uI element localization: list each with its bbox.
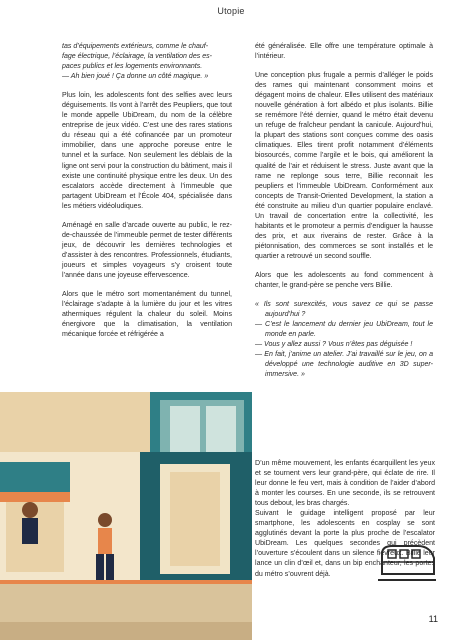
- intro-line-3: paces publics et les logements environnants.: [62, 63, 203, 71]
- paragraph-doors: Suivant le guidage intelligent proposé par leur smartphone, les adolescents en cosplay se sont agglutinés devant la porte la plus proche de l’escalator UbiDream. Les quelques secondes qui précèdent l’ouverture s’écoulent dans un silence fiévreux. Billie leur lance un clin d’œil et, dans un bip enchanteur, les portes du métro s’ouvrent déjà.: [255, 510, 435, 578]
- metro-train-icon: [376, 540, 438, 584]
- left-column: [62, 42, 232, 340]
- intro-line-2: fage électrique, l’éclairage, la ventilation des es-: [62, 53, 213, 61]
- dialog-block: [255, 300, 433, 380]
- dialog-line-1: « Ils sont surexcités, vous savez ce qui se passe aujourd’hui ?: [255, 301, 433, 319]
- paragraph-grandfather: Alors que les adolescents au fond commencent à chanter, le grand-père se penche vers Billie.: [255, 271, 433, 290]
- intro-line-4: — Ah bien joué ! Ça donne un côté magique. »: [62, 73, 209, 81]
- right-column: [255, 42, 433, 390]
- dialog-line-3: — Vous y allez aussi ? Vous n’êtes pas déguisée !: [255, 341, 413, 349]
- paragraph-tunnel: Alors que le métro sort momentanément du tunnel, l’éclairage s’adapte à la lumière du jour et les vitres athermiques régulent la chaleur du soleil. Moins énergivore que la climatisation, la ventilation mécanique forcée et réfrigérée a: [62, 291, 232, 339]
- intro-line-1: tas d’équipements extérieurs, comme le chauf-: [62, 43, 209, 50]
- paragraph-selfies: Plus loin, les adolescents font des selfies avec leurs déguisements. Ils vont à l’arrêt des Peupliers, que tout le monde appelle UbiDream, du nom de la célèbre entreprise de jeux vidéo. C’est une des rares stations du réseau qui a été cofinancée par un promoteur immobilier, dans une approche poreuse entre le tunnel et la surface. Non seulement les déblais de la ligne ont servi pour la construction du bâtiment, mais il existe une continuité physique entre les deux. Un des escalators accède directement à l’immeuble que partagent UbiDream et l’École 404, spécialisée dans les métiers vidéoludiques.: [62, 92, 232, 210]
- paragraph-children: D’un même mouvement, les enfants écarquillent les yeux et se tournent vers leur grand-père, qui éclate de rire. Il leur donne le feu vert, mais à condition de l’aider d’abord à monter les courses. En une seconde, ils se retrouvent tous debout, les bras chargés.: [255, 460, 435, 508]
- page-number: 11: [428, 614, 438, 624]
- page-header: Utopie: [217, 6, 245, 16]
- dialog-line-4: — En fait, j’anime un atelier. J’ai travaillé sur le jeu, on a développé une technologie auditive en 3D super-immersive. »: [255, 351, 433, 379]
- paragraph-frugal: Une conception plus frugale a permis d’alléger le poids des rames qui maintenant consomment moins et dégagent moins de chaleur. Elles utilisent des matériaux nouvelle génération à fort albédo et plus isolants. Billie se remémore l’été dernier, quand le métro était devenu un refuge de fraîcheur pendant la canicule. Aujourd’hui, la plupart des stations sont conçues comme des oasis climatiques. Elles tirent profit notamment d’éléments biosourcés, comme l’argile et le bois, qui améliorent la qualité de l’air et réduisent le stress. Juste avant que la rame ne replonge sous terre, Billie reconnait les peupliers et l’immeuble UbiDream. Conformément aux concepts de Transit-Oriented Development, la station a été construite au milieu d’un quartier populaire enclavé. Un travail de concertation entre la collectivité, les habitants et le promoteur a permis d’endiguer la hausse des prix, et aux riverains de rester. Grâce à la piétonnisation, des commerces se sont installés et le quartier a retrouvé un second souffle.: [255, 72, 433, 260]
- metro-station-illustration: [0, 392, 252, 640]
- dialog-line-2: — C’est le lancement du dernier jeu UbiDream, tout le monde en parle.: [255, 321, 433, 339]
- intro-paragraph: [62, 42, 232, 82]
- paragraph-temperature: été généralisée. Elle offre une température optimale à l’intérieur.: [255, 43, 433, 61]
- paragraph-arcade: Aménagé en salle d’arcade ouverte au public, le rez-de-chaussée de l’immeuble permet de tester différents jeux, de découvrir les dernières technologies et d’assister à des rencontres. Professionnels, étudiants, joueurs et simples voyageurs s’y croisent toute l’année dans une joyeuse effervescence.: [62, 221, 232, 279]
